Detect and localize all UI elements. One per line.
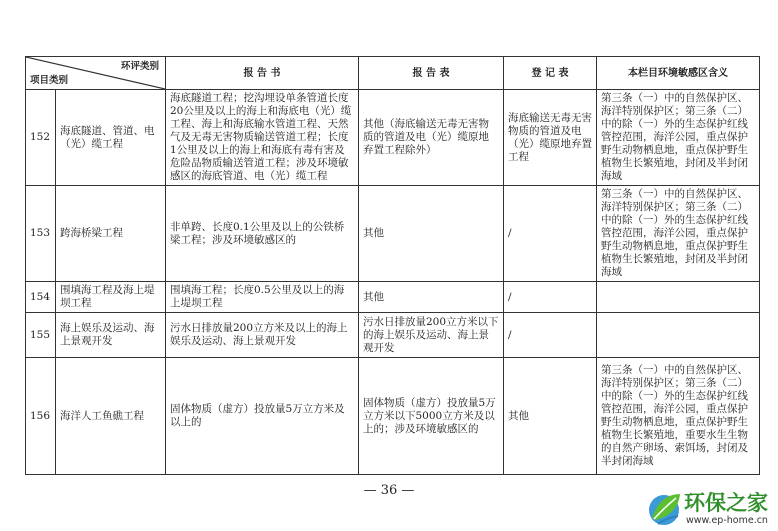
row-number: 153 <box>26 186 56 282</box>
sensitive-area-header: 本栏目环境敏感区含义 <box>597 57 760 90</box>
registration-header: 登 记 表 <box>504 57 597 90</box>
watermark-url: www.ep-home.cn <box>686 515 768 526</box>
table-row <box>26 313 760 358</box>
table-row <box>26 358 760 475</box>
project-category: 围填海工程及海上堤坝工程 <box>56 282 166 313</box>
row-number: 154 <box>26 282 56 313</box>
project-category: 海底隧道、管道、电（光）缆工程 <box>56 90 166 186</box>
project-category: 海洋人工鱼礁工程 <box>56 358 166 475</box>
registration-cell: / <box>504 282 597 313</box>
row-number: 155 <box>26 313 56 358</box>
sensitive-area-cell <box>597 313 760 358</box>
registration-cell: / <box>504 313 597 358</box>
report-book-cell: 海底隧道工程；挖沟埋设单条管道长度20公里及以上的海上和海底电（光）缆工程、海上和海底输水管道工程、天然气及无毒无害物质输送管道工程；长度1公里及以上的海上和海底有毒有害及危险品物质输送管道工程；涉及环境敏感区的海底管道、电（光）缆工程 <box>166 90 359 186</box>
row-number: 152 <box>26 90 56 186</box>
report-book-cell: 围填海工程；长度0.5公里及以上的海上堤坝工程 <box>166 282 359 313</box>
report-book-cell: 固体物质（虚方）投放量5万立方米及以上的 <box>166 358 359 475</box>
sensitive-area-cell: 第三条（一）中的自然保护区、海洋特别保护区；第三条（二）中的除（一）外的生态保护红线管控范围，海洋公园，重点保护野生动物栖息地，重点保护野生植物生长繁殖地，重要水生生物的自然产卵场、索饵场，封闭及半封闭海域 <box>597 358 760 475</box>
project-category: 跨海桥梁工程 <box>56 186 166 282</box>
classification-table <box>25 56 760 475</box>
report-form-cell: 其他 <box>359 282 504 313</box>
sensitive-area-cell: 第三条（一）中的自然保护区、海洋特别保护区；第三条（二）中的除（一）外的生态保护红线管控范围，海洋公园，重点保护野生动物栖息地，重点保护野生植物生长繁殖地，封闭及半封闭海域 <box>597 186 760 282</box>
watermark-title: 环保之家 <box>684 491 768 515</box>
watermark-logo[interactable] <box>640 486 776 530</box>
registration-cell: / <box>504 186 597 282</box>
corner-header <box>26 57 166 90</box>
sensitive-area-cell <box>597 282 760 313</box>
table-row <box>26 282 760 313</box>
corner-top-label: 环评类别 <box>120 61 159 72</box>
report-book-cell: 污水日排放量200立方米及以上的海上娱乐及运动、海上景观开发 <box>166 313 359 358</box>
header-row <box>26 57 760 90</box>
report-form-header: 报 告 表 <box>359 57 504 90</box>
corner-bottom-label: 项目类别 <box>30 75 69 86</box>
project-category: 海上娱乐及运动、海上景观开发 <box>56 313 166 358</box>
report-form-cell: 固体物质（虚方）投放量5万立方米以下5000立方米及以上的；涉及环境敏感区的 <box>359 358 504 475</box>
report-book-cell: 非单跨、长度0.1公里及以上的公铁桥梁工程；涉及环境敏感区的 <box>166 186 359 282</box>
report-form-cell: 其他（海底输送无毒无害物质的管道及电（光）缆原地弃置工程除外） <box>359 90 504 186</box>
sensitive-area-cell: 第三条（一）中的自然保护区、海洋特别保护区；第三条（二）中的除（一）外的生态保护红线管控范围，海洋公园，重点保护野生动物栖息地，重点保护野生植物生长繁殖地，封闭及半封闭海域 <box>597 90 760 186</box>
table-row <box>26 186 760 282</box>
report-form-cell: 污水日排放量200立方米以下的海上娱乐及运动、海上景观开发 <box>359 313 504 358</box>
page-number: — 36 — <box>363 483 415 498</box>
table-row <box>26 90 760 186</box>
report-form-cell: 其他 <box>359 186 504 282</box>
registration-cell: 海底输送无毒无害物质的管道及电（光）缆原地弃置工程 <box>504 90 597 186</box>
leaf-globe-icon <box>644 488 684 528</box>
registration-cell: 其他 <box>504 358 597 475</box>
row-number: 156 <box>26 358 56 475</box>
report-book-header: 报 告 书 <box>166 57 359 90</box>
